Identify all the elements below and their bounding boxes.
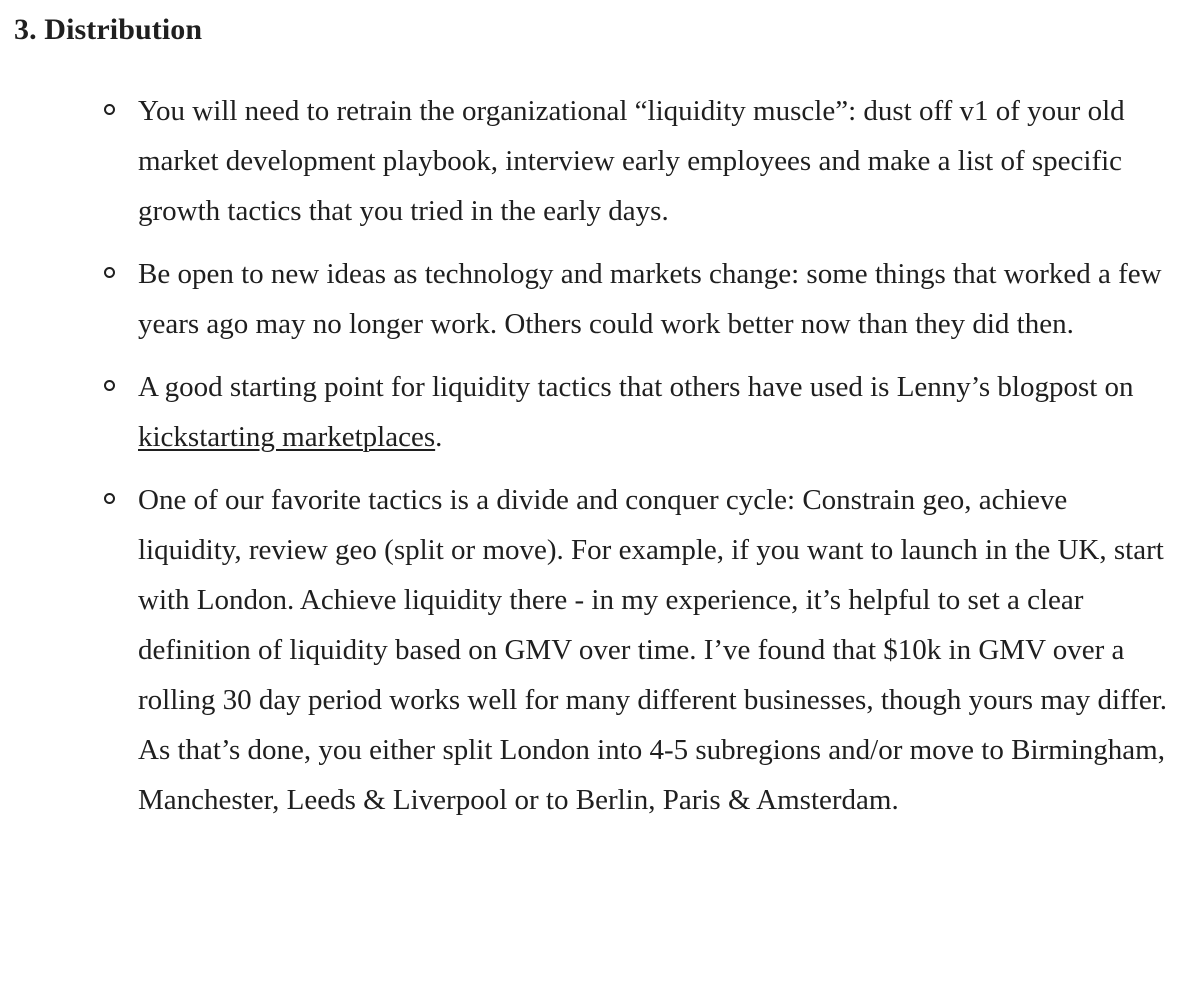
kickstarting-marketplaces-link[interactable]: kickstarting marketplaces	[138, 421, 436, 453]
list-item	[0, 362, 1200, 462]
bullet-text: You will need to retrain the organizational “liquidity muscle”: dust off v1 of your old market development playbook, interview early employees and make a list of specific growth tactics that you tried in the early days.	[138, 95, 1125, 227]
bullet-list	[0, 86, 1200, 838]
hollow-circle-bullet-icon	[104, 104, 115, 115]
bullet-text: One of our favorite tactics is a divide and conquer cycle: Constrain geo, achieve liquidity, review geo (split or move). For example, if you want to launch in the UK, start with London. Achieve liquidity there - in my experience, it’s helpful to set a clear definition of liquidity based on GMV over time. I’ve found that $10k in GMV over a rolling 30 day period works well for many different businesses, though yours may differ. As that’s done, you either split London into 4-5 subregions and/or move to Birmingham, Manchester, Leeds & Liverpool or to Berlin, Paris & Amsterdam.	[138, 484, 1168, 816]
hollow-circle-bullet-icon	[104, 267, 115, 278]
bullet-text: A good starting point for liquidity tactics that others have used is Lenny’s blogpost on	[138, 371, 1134, 403]
bullet-text: Be open to new ideas as technology and markets change: some things that worked a few years ago may no longer work. Others could work better now than they did then.	[138, 258, 1162, 340]
hollow-circle-bullet-icon	[104, 493, 115, 504]
list-item	[0, 475, 1200, 825]
list-item	[0, 249, 1200, 349]
list-item	[0, 86, 1200, 236]
section-heading: 3. Distribution	[14, 13, 203, 46]
hollow-circle-bullet-icon	[104, 380, 115, 391]
bullet-text-end: .	[435, 421, 443, 453]
